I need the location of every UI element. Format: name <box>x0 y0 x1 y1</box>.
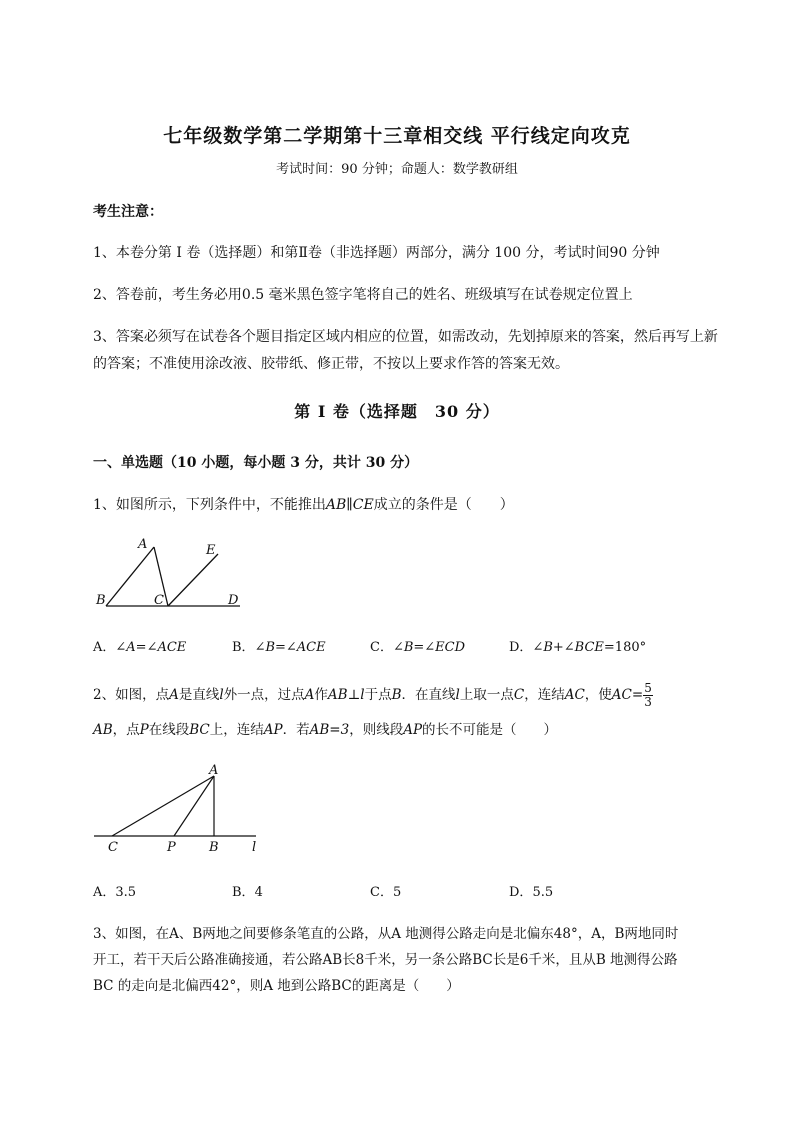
note-item-3: 3、答案必须写在试卷各个题目指定区域内相应的位置，如需改动，先划掉原来的答案，然后再写上新 <box>93 329 718 345</box>
segment-ab <box>106 547 154 606</box>
label-a: A <box>138 537 148 552</box>
label-l: l <box>252 840 257 855</box>
question-2-figure <box>88 760 268 856</box>
label-b: B <box>209 840 219 855</box>
q1-option-d[interactable]: D．∠B+∠BCE=180° <box>509 640 647 655</box>
segment-ap <box>174 776 214 836</box>
part-heading: 一、单选题（10 小题，每小题 3 分，共计 30 分） <box>93 455 419 471</box>
label-d: D <box>228 593 239 608</box>
fraction-five-thirds: $\frac{5}{3}$ <box>644 681 652 709</box>
ray-ce <box>168 554 218 606</box>
q2-option-c[interactable]: C．5 <box>370 885 402 900</box>
question-2-stem-line1: 2、如图，点A是直线l外一点，过点A作AB⊥l于点B．在直线l上取一点C，连结AC，使AC= $\frac{5}{3}$ <box>93 681 652 709</box>
q1-option-b[interactable]: B．∠B=∠ACE <box>232 640 326 655</box>
exam-subtitle: 考试时间：90 分钟；命题人：数学教研组 <box>276 162 518 177</box>
q2-option-a[interactable]: A．3.5 <box>93 885 137 900</box>
question-1-stem: 1、如图所示，下列条件中，不能推出AB∥CE成立的条件是（ ） <box>93 497 514 513</box>
q1-option-c[interactable]: C．∠B=∠ECD <box>370 640 466 655</box>
question-3-stem-line3: BC 的走向是北偏西42°，则A 地到公路BC的距离是（ ） <box>93 978 460 994</box>
label-a: A <box>209 763 219 778</box>
label-c: C <box>108 840 118 855</box>
q1-option-a[interactable]: A．∠A=∠ACE <box>93 640 187 655</box>
q2-option-d[interactable]: D．5.5 <box>509 885 554 900</box>
question-3-stem-line1: 3、如图，在A、B两地之间要修条笔直的公路，从A 地测得公路走向是北偏东48°，A，B两地同时 <box>93 926 679 942</box>
question-1-figure <box>90 532 250 614</box>
section-title: 第 I 卷（选择题 30 分） <box>294 402 500 421</box>
exam-title: 七年级数学第二学期第十三章相交线 平行线定向攻克 <box>163 125 631 147</box>
label-p: P <box>167 840 176 855</box>
notes-heading: 考生注意： <box>93 204 163 220</box>
segment-ac <box>112 776 214 836</box>
label-e: E <box>206 543 216 558</box>
note-item-2: 2、答卷前，考生务必用0.5 毫米黑色签字笔将自己的姓名、班级填写在试卷规定位置上 <box>93 287 633 303</box>
note-item-1: 1、本卷分第 I 卷（选择题）和第Ⅱ卷（非选择题）两部分，满分 100 分，考试时间90 分钟 <box>93 245 660 261</box>
label-c: C <box>154 593 164 608</box>
question-3-stem-line2: 开工，若干天后公路准确接通，若公路AB长8千米，另一条公路BC长是6千米，且从B 地测得公路 <box>93 952 678 968</box>
note-item-3-cont: 的答案；不准使用涂改液、胶带纸、修正带，不按以上要求作答的答案无效。 <box>93 356 569 372</box>
q2-option-b[interactable]: B．4 <box>232 885 263 900</box>
question-2-stem-line2: AB，点P在线段BC上，连结AP．若AB=3，则线段AP的长不可能是（ ） <box>93 722 558 738</box>
label-b: B <box>96 593 106 608</box>
